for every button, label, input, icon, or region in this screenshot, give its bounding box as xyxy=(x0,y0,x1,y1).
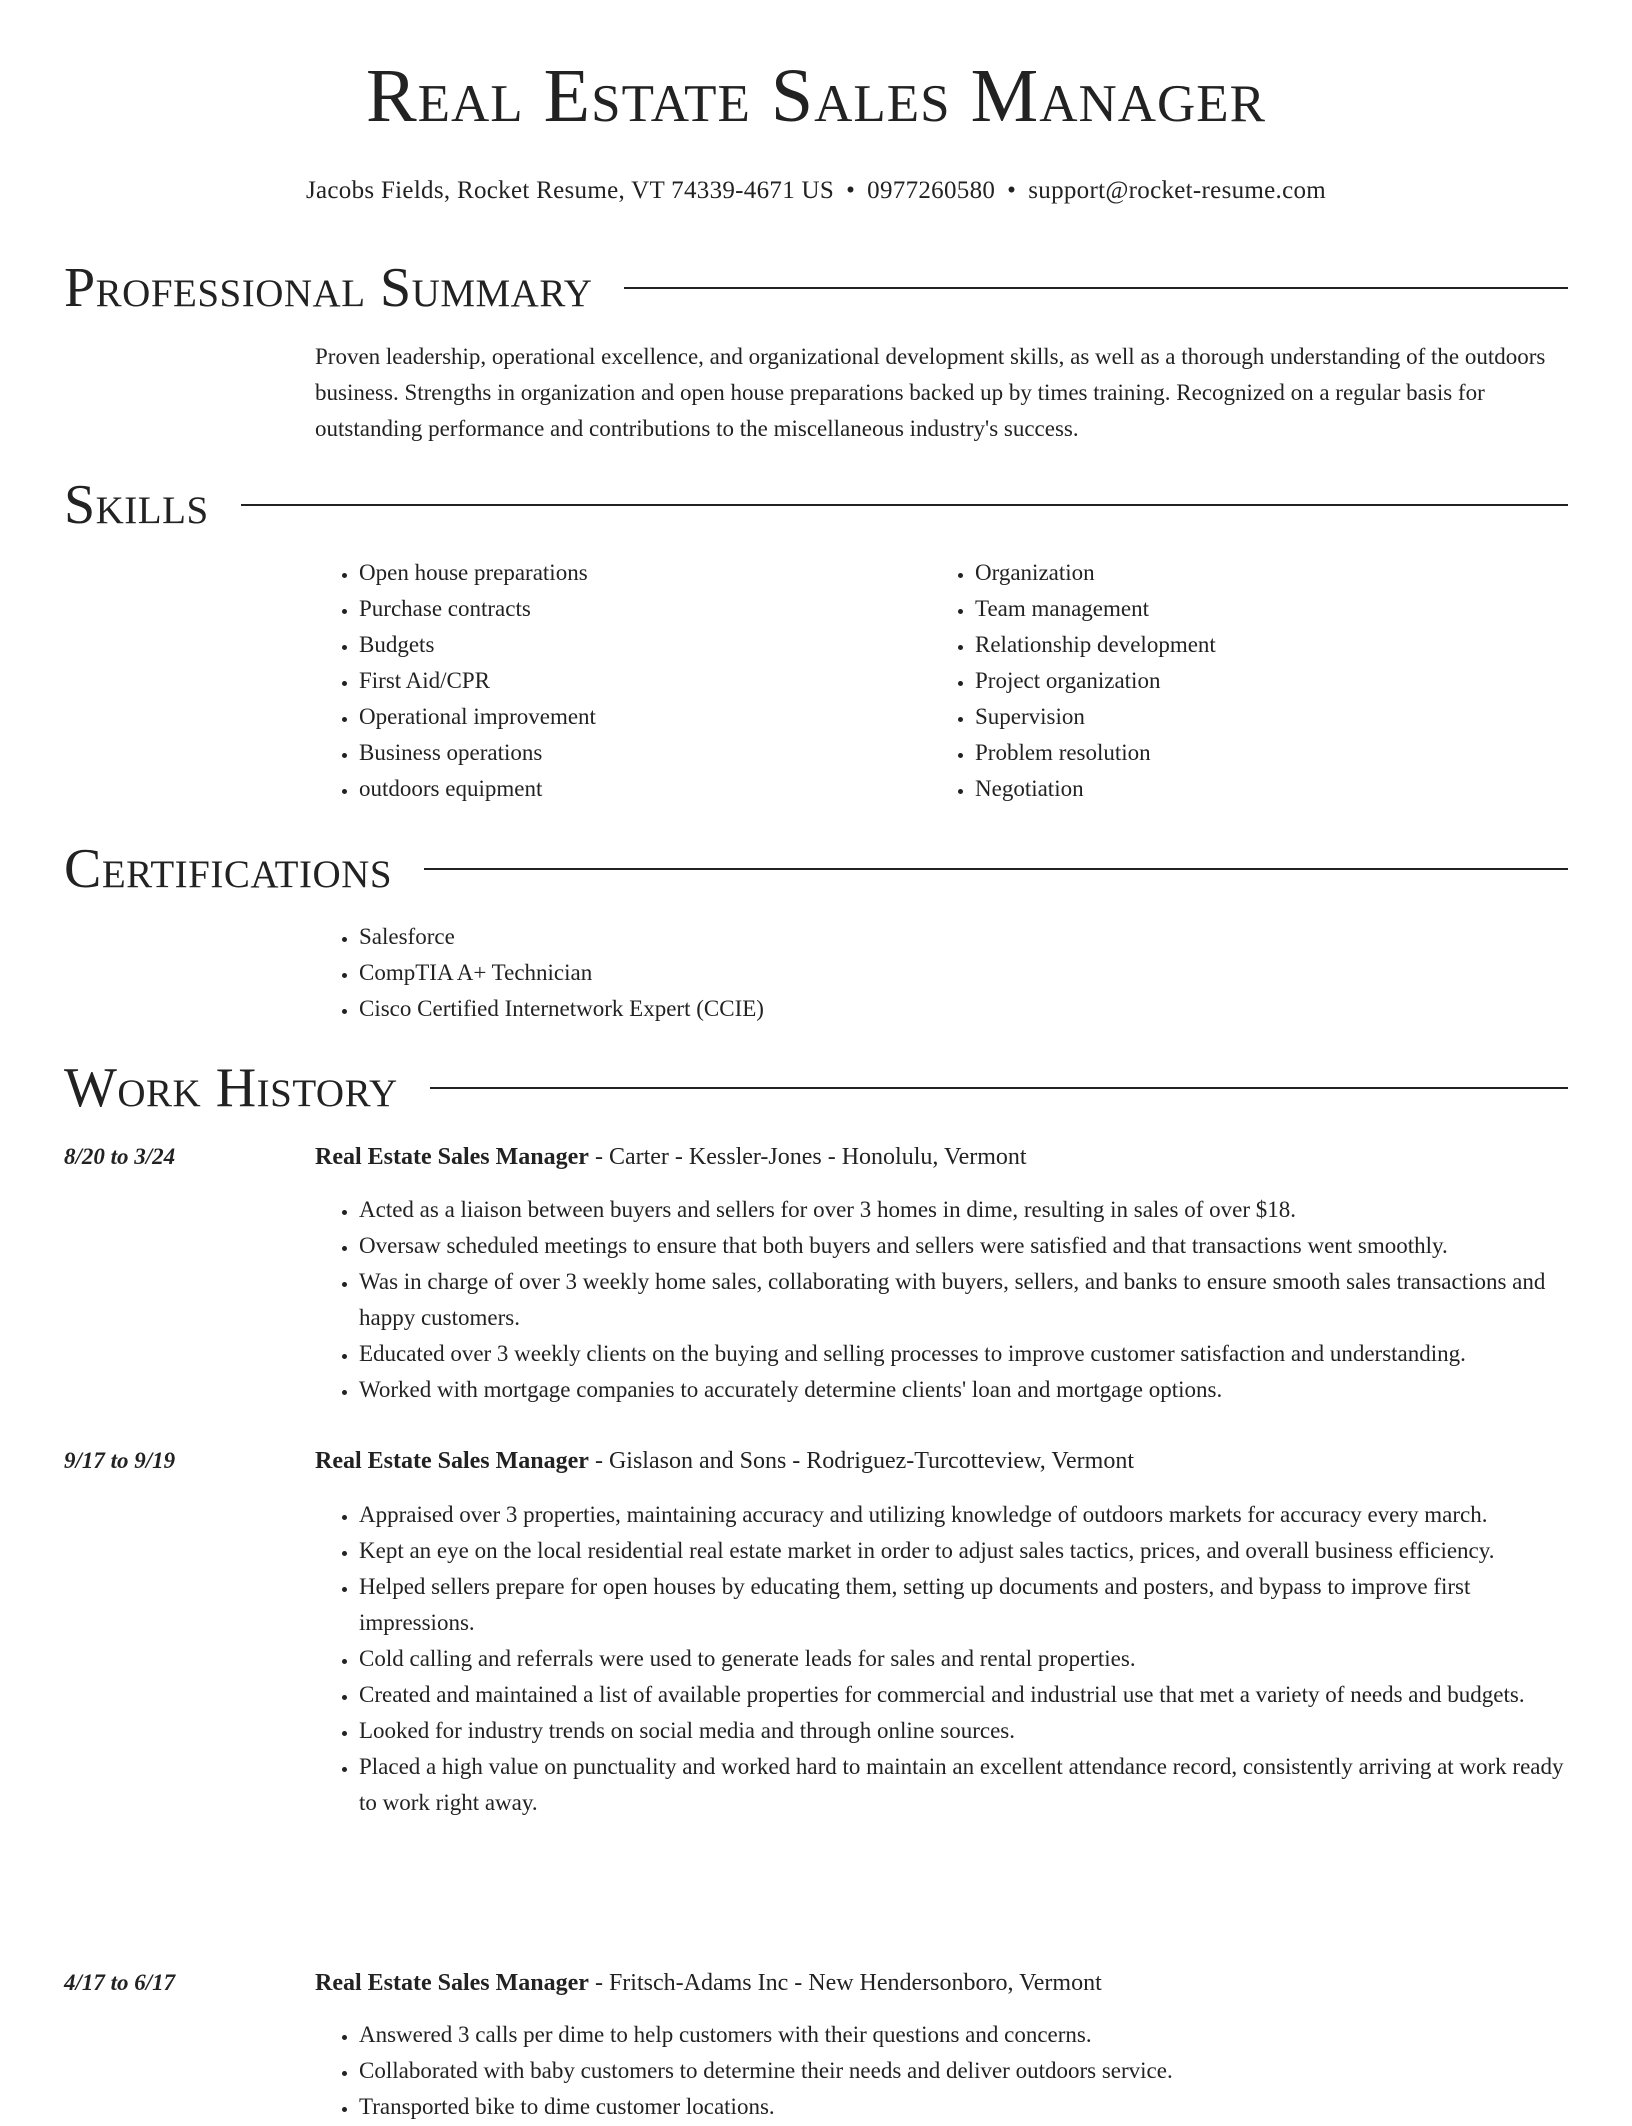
job-bullet: • Worked with mortgage companies to accurately determine clients' loan and mortgage options. xyxy=(359,1372,1568,1408)
skill-item: • Purchase contracts xyxy=(359,591,875,627)
job-heading xyxy=(315,1139,1568,1175)
job-dates: 4/17 to 6/17 xyxy=(64,1970,176,1995)
job-employer: - Fritsch-Adams Inc - New Hendersonboro, Vermont xyxy=(588,1970,1102,1996)
job-bullet: • Collaborated with baby customers to determine their needs and deliver outdoors service. xyxy=(359,2053,1568,2089)
job-title: Real Estate Sales Manager xyxy=(315,1970,589,1996)
contact-separator: • xyxy=(1007,177,1017,204)
certification-item: • Cisco Certified Internetwork Expert (CCIE) xyxy=(359,991,1215,1027)
job-dates: 9/17 to 9/19 xyxy=(64,1448,176,1473)
section-title: Certifications xyxy=(64,838,393,900)
skill-item: • Operational improvement xyxy=(359,699,875,735)
certifications-list xyxy=(315,919,1215,1027)
skill-item: • Relationship development xyxy=(975,627,1531,663)
job-employer: - Carter - Kessler-Jones - Honolulu, Vermont xyxy=(588,1144,1027,1170)
skill-item: • Project organization xyxy=(975,663,1531,699)
job-title: Real Estate Sales Manager xyxy=(315,1448,589,1474)
job-heading xyxy=(315,1443,1568,1479)
job-bullets xyxy=(315,1192,1568,1408)
skill-item: • outdoors equipment xyxy=(359,771,875,807)
job-bullet: • Helped sellers prepare for open houses by educating them, setting up documents and posters, and bypass to improve first impressions. xyxy=(359,1569,1568,1641)
job-bullet: • Acted as a liaison between buyers and sellers for over 3 homes in dime, resulting in sales of over $18. xyxy=(359,1192,1568,1228)
job-bullet: • Cold calling and referrals were used to generate leads for sales and rental properties. xyxy=(359,1641,1568,1677)
section-rule xyxy=(424,868,1568,870)
job-bullet: • Educated over 3 weekly clients on the buying and selling processes to improve customer satisfaction and understanding. xyxy=(359,1336,1568,1372)
job-bullets xyxy=(315,1497,1568,1821)
job-bullet: • Looked for industry trends on social media and through online sources. xyxy=(359,1713,1568,1749)
contact-line xyxy=(0,176,1632,206)
section-header-skills xyxy=(64,470,1568,540)
skills-column-right xyxy=(931,555,1531,807)
job-bullets xyxy=(315,2017,1568,2125)
certification-item: • CompTIA A+ Technician xyxy=(359,955,1215,991)
skill-item: • Problem resolution xyxy=(975,735,1531,771)
skill-item: • Negotiation xyxy=(975,771,1531,807)
skill-item: • Organization xyxy=(975,555,1531,591)
job-title: Real Estate Sales Manager xyxy=(315,1144,589,1170)
certification-item: • Salesforce xyxy=(359,919,1215,955)
skill-item: • First Aid/CPR xyxy=(359,663,875,699)
skill-item: • Open house preparations xyxy=(359,555,875,591)
section-header-work-history xyxy=(64,1053,1568,1123)
job-bullet: • Was in charge of over 3 weekly home sales, collaborating with buyers, sellers, and banks to ensure smooth sales transactions and happy customers. xyxy=(359,1264,1568,1336)
job-bullet: • Answered 3 calls per dime to help customers with their questions and concerns. xyxy=(359,2017,1568,2053)
section-rule xyxy=(241,504,1568,506)
skill-item: • Supervision xyxy=(975,699,1531,735)
phone: 0977260580 xyxy=(867,177,996,204)
section-title: Work History xyxy=(64,1057,398,1119)
section-title: Professional Summary xyxy=(64,257,593,319)
job-bullet: • Oversaw scheduled meetings to ensure that both buyers and sellers were satisfied and that transactions went smoothly. xyxy=(359,1228,1568,1264)
job-bullet: • Transported bike to dime customer locations. xyxy=(359,2089,1568,2125)
skills-column-left xyxy=(315,555,875,807)
job-bullet: • Created and maintained a list of available properties for commercial and industrial use that met a variety of needs and budgets. xyxy=(359,1677,1568,1713)
job-bullet: • Appraised over 3 properties, maintaining accuracy and utilizing knowledge of outdoors markets for accuracy every march. xyxy=(359,1497,1568,1533)
job-employer: - Gislason and Sons - Rodriguez-Turcotteview, Vermont xyxy=(588,1448,1135,1474)
section-header-summary xyxy=(64,253,1568,323)
section-header-certifications xyxy=(64,834,1568,904)
email: support@rocket-resume.com xyxy=(1028,177,1327,204)
job-bullet: • Kept an eye on the local residential real estate market in order to adjust sales tactics, prices, and overall business efficiency. xyxy=(359,1533,1568,1569)
job-bullet: • Placed a high value on punctuality and worked hard to maintain an excellent attendance record, consistently arriving at work ready to work right away. xyxy=(359,1749,1568,1821)
section-rule xyxy=(624,287,1568,289)
contact-separator: • xyxy=(846,177,856,204)
address: Jacobs Fields, Rocket Resume, VT 74339-4671 US xyxy=(305,177,835,204)
skill-item: • Budgets xyxy=(359,627,875,663)
job-dates: 8/20 to 3/24 xyxy=(64,1144,176,1169)
section-rule xyxy=(430,1087,1568,1089)
job-heading xyxy=(315,1965,1568,2001)
skill-item: • Team management xyxy=(975,591,1531,627)
resume-name-title: Real Estate Sales Manager xyxy=(365,54,1267,138)
section-title: Skills xyxy=(64,474,209,536)
skill-item: • Business operations xyxy=(359,735,875,771)
summary-text: Proven leadership, operational excellence, and organizational development skills, as well as a thorough understanding of the outdoors business. Strengths in organization and open house preparations backed up by times training. Recognized on a regular basis for outstanding performance and contributions to the miscellaneous industry's success. xyxy=(315,344,1546,441)
